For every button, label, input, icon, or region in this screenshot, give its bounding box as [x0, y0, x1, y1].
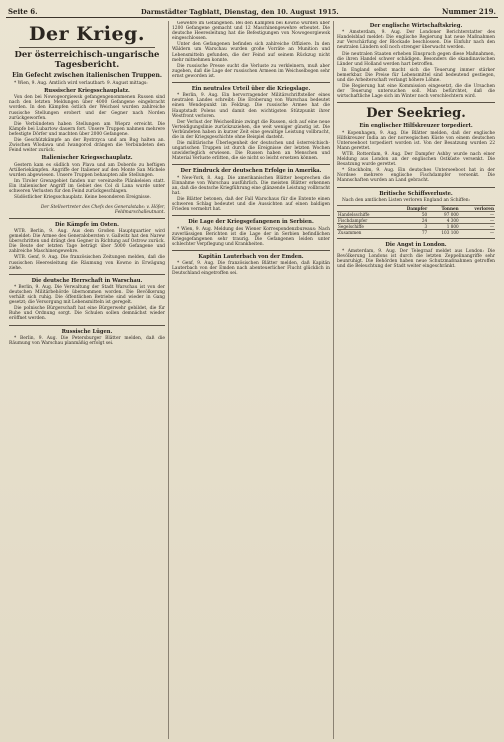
paragraph: Die russische Presse sucht die Verluste zu verkleinern, muß aber zugeben, daß die Lage der russischen Armeen im Weichselbogen sehr ernst geworden ist.	[172, 63, 330, 79]
table-cell: 24	[392, 217, 429, 223]
paragraph: * Amsterdam, 9. Aug. Der Telegraaf meldet aus London: Die Bevölkerung Londons ist durch die letzten Zeppelinangriffe sehr beunruhigt. Die Behörden haben neue Schutzmaßnahmen getroffen und die Beleuchtung der Stadt weiter eingeschränkt.	[337, 249, 495, 270]
section-title: Der englische Wirtschaftskrieg.	[369, 23, 463, 29]
page-number: Seite 6.	[8, 7, 38, 16]
paragraph: Die Blätter betonen, daß der Fall Warschaus für die Entente einen schweren Schlag bedeutet und die Aussichten auf einen baldigen Frieden vermehrt hat.	[172, 197, 330, 213]
table-header: verloren	[460, 205, 495, 211]
table-cell: —	[460, 217, 495, 223]
paragraph: Die militärische Überlegenheit der deutschen und österreichisch-ungarischen Truppen ist durch die Ereignisse der letzten Wochen unwiderleglich erwiesen. Die Russen haben an Menschen und Material Verluste erlitten, die sie nicht so leicht ersetzen können.	[172, 141, 330, 162]
table-header: Tonnen	[428, 205, 460, 211]
section-title: Die Angst in London.	[385, 241, 447, 248]
paragraph: Unter den Gefangenen befinden sich zahlreiche Offiziere. In den Wäldern um Warschau wurden große Vorräte an Munition und Lebensmitteln gefunden, die der Feind auf seinem Rückzug nicht mehr mitnehmen konnte.	[172, 42, 330, 63]
table-header: Dampfer	[392, 205, 429, 211]
signature: Der Stellvertreter des Chefs des Generalstabs: v. Höfer, Feldmarschalleutnant.	[40, 204, 165, 215]
page-header	[6, 4, 498, 18]
table-cell: —	[460, 229, 495, 235]
issue-number: Nummer 219.	[442, 7, 496, 16]
section-title: Russische Lügen.	[61, 328, 113, 335]
paragraph: * Genf, 9. Aug. Die französischen Blätter melden, daß Kapitän Lauterbach von der Emden nach abenteuerlicher Flucht glücklich in Deutschland eingetroffen sei.	[172, 261, 330, 277]
naval-war-title: Der Seekrieg.	[366, 106, 466, 122]
paragraph: Die neutralen Staaten erheben Einspruch gegen diese Maßnahmen, die ihren Handel schwer schädigen. Besonders die skandinavischen Länder und Holland werden hart betroffen.	[337, 51, 495, 67]
paragraph: Im Tiroler Grenzgebiet fanden nur vereinzelte Plänkeleien statt. Ein italienischer Angriff im Gebiet des Col di Lana wurde unter schweren Verlusten für den Feind zurückgeschlagen.	[9, 178, 165, 194]
section-title: Britische Schiffsverluste.	[379, 190, 453, 197]
table-cell: Zusammen	[337, 229, 392, 235]
paragraph: * Wien, 9. Aug. Meldung des Wiener Korrespondenzbureaus: Nach zuverlässigen Berichten ist die Lage der in Serbien befindlichen Kriegsgefangenen sehr traurig. Die Gefangenen leiden unter schlechter Verpflegung und Krankheiten.	[172, 226, 330, 247]
lead-headline: Ein Gefecht zwischen italienischen Truppen.	[12, 72, 162, 79]
austrian-report-title: Der österreichisch-ungarische Tagesbericht.	[14, 50, 160, 70]
paragraph: Gewehre im Gefangenen. Bei den Kämpfen bei Kowno wurden über 1200 Gefangene gemacht und 12 Maschinengewehre erbeutet. Die deutsche Heeresleitung hat die Befestigungen von Nowogeorgiewsk eingeschlossen.	[172, 21, 330, 42]
paragraph: Die Geschützkämpfe an der Bystrzyca und am Bug halten an. Zwischen Wlodawa und Iwangorod drängen die Verbündeten den Feind weiter zurück.	[9, 138, 165, 154]
table-cell: Segelschiffe	[337, 223, 392, 229]
table-cell: Fischdampfer	[337, 217, 392, 223]
paragraph: WTB. Rotterdam, 9. Aug. Der Dampfer Ashby wurde nach einer Meldung aus London an der englischen Ostküste versenkt. Die Besatzung wurde gerettet.	[337, 152, 495, 168]
paragraph: * Berlin, 9. Aug. Die Verwaltung der Stadt Warschau ist von der deutschen Militärbehörde übernommen worden. Die Bevölkerung verhält sich ruhig. Die öffentlichen Betriebe sind wieder in Gang gesetzt; die Versorgung mit Lebensmitteln ist geregelt.	[9, 284, 165, 306]
paragraph: In England selbst macht sich die Teuerung immer stärker bemerkbar. Die Preise für Lebensmittel sind bedeutend gestiegen, und die Arbeiterschaft verlangt höhere Löhne.	[337, 67, 495, 84]
section-title: Ein neutrales Urteil über die Kriegslage.	[191, 86, 311, 93]
paragraph: Nach den amtlichen Listen verloren England an Schiffen:	[342, 197, 471, 203]
section-title: Italienischer Kriegsschauplatz.	[41, 155, 133, 162]
middle-column	[168, 21, 333, 739]
paragraph: * New-York, 8. Aug. Die amerikanischen Blätter besprechen die Einnahme von Warschau ausführlich. Die meisten Blätter erkennen an, daß die deutsche Kriegführung eine glänzende Leistung vollbracht hat.	[172, 175, 330, 196]
paragraph: * Amsterdam, 9. Aug. Der Londoner Berichterstatter des Handelsblad meldet: Die englische Regierung hat neue Maßnahmen zur Verschärfung der Blockade beschlossen. Die Einfuhr nach den neutralen Ländern soll noch strenger überwacht werden.	[337, 30, 495, 51]
paragraph: WTB. Genf, 9. Aug. Die französischen Zeitungen melden, daß die russischen Heeresleitung die Räumung von Kowno in Erwägung ziehe.	[9, 255, 165, 271]
table-cell: —	[460, 211, 495, 217]
section-title: Die deutsche Herrschaft in Warschau.	[31, 277, 143, 284]
section-title: Der Eindruck der deutschen Erfolge in Amerika.	[180, 168, 322, 175]
masthead-date: Darmstädter Tagblatt, Dienstag, den 10. August 1915.	[141, 8, 339, 16]
paragraph: * Berlin, 9. Aug. Die Petersburger Blätter melden, daß die Räumung von Warschau planmäßig erfolgt sei.	[9, 335, 165, 346]
table-cell: Handelsschiffe	[337, 211, 392, 217]
right-column	[333, 21, 498, 739]
paragraph: Der Verlust der Weichsellinie zwingt die Russen, sich auf eine neue Verteidigungslinie zurückzuziehen, die weit weniger günstig ist. Die Verbündeten haben in kurzer Zeit eine gewaltige Leistung vollbracht, die in der Kriegsgeschichte ohne Beispiel dasteht.	[172, 119, 330, 140]
paragraph: Die Regierung hat eine Kommission eingesetzt, die die Ursachen der Teuerung untersuchen soll. Man befürchtet, daß die wirtschaftliche Lage sich im Winter noch verschlechtern wird.	[337, 84, 495, 100]
paragraph: * Stockholm, 9. Aug. Ein deutsches Unterseeboot hat in der Nordsee mehrere englische Fischdampfer versenkt. Die Mannschaften wurden an Land gebracht.	[337, 168, 495, 184]
table-row	[337, 229, 495, 235]
paragraph: * Berlin, 9. Aug. Ein hervorragender Militärschriftsteller eines neutralen Landes schreibt: Die Eroberung von Warschau bedeutet einen Wendepunkt im Feldzug. Die russische Armee hat die Hauptstadt Polens und damit den wichtigsten Stützpunkt ihrer Westfront verloren.	[172, 93, 330, 119]
paragraph: Die Verbündeten haben Stellungen am Wieprz erreicht. Die Kämpfe bei Lubartow dauern fort. Unsere Truppen nahmen mehrere befestigte Dörfer und machten über 2000 Gefangene.	[9, 121, 165, 137]
columns	[6, 21, 498, 739]
paragraph: Gestern kam es südlich von Plava und am Doberdo zu heftigen Artilleriekämpfen. Angriffe der Italiener auf den Monte San Michele wurden abgewiesen. Unsere Truppen behaupten alle Stellungen.	[9, 162, 165, 178]
ship-loss-table	[337, 205, 495, 235]
table-cell: 77	[392, 229, 429, 235]
section-title: Ein englischer Hilfskreuzer torpediert.	[359, 123, 473, 130]
table-cell: 4 300	[428, 217, 460, 223]
dateline: * Wien, 9. Aug. Amtlich wird verlautbart: 9. August mittags:	[14, 81, 148, 86]
section-title: Kapitän Lauterbach von der Emden.	[198, 253, 304, 260]
paragraph: * Kopenhagen, 9. Aug. Die Blätter melden, daß der englische Hilfskreuzer India an der norwegischen Küste von einem deutschen Unterseeboot torpediert worden ist. Von der Besatzung wurden 22 Mann gerettet.	[337, 130, 495, 151]
table-cell: 103 100	[428, 229, 460, 235]
paragraph: Die polnische Bürgerschaft hat eine Bürgerwehr gebildet, die für Ruhe und Ordnung sorgt. Die Schulen sollen demnächst wieder eröffnet werden.	[9, 306, 165, 322]
section-title: Russischer Kriegsschauplatz.	[44, 88, 130, 95]
left-column	[6, 21, 168, 739]
section-title: Die Lage der Kriegsgefangenen in Serbien.	[188, 219, 314, 226]
paragraph: Von den bei Nowogeorgiewsk gefangengenommenen Russen sind nach den letzten Meldungen über 4000 Gefangene eingebracht worden. In den Kämpfen östlich der Weichsel wurden zahlreiche russische Stellungen erobert und der Gegner nach Norden zurückgeworfen.	[9, 95, 165, 121]
table-cell: 1 800	[428, 223, 460, 229]
main-title: Der Krieg.	[29, 23, 145, 45]
table-cell: —	[460, 223, 495, 229]
section-title: Die Kämpfe im Osten.	[55, 221, 119, 228]
table-cell: 97 000	[428, 211, 460, 217]
table-cell: 50	[392, 211, 429, 217]
paragraph: Südöstlicher Kriegsschauplatz. Keine besonderen Ereignisse.	[14, 195, 151, 201]
table-cell: 3	[392, 223, 429, 229]
paragraph: WTB. Berlin, 9. Aug. Aus dem Großen Hauptquartier wird gemeldet: Die Armee des Generalobersten v. Gallwitz hat den Narew überschritten und drängt den Gegner in Richtung auf Ostrow zurück. Die Beute der letzten Tage beträgt über 5000 Gefangene und zahlreiche Maschinengewehre.	[9, 228, 165, 255]
